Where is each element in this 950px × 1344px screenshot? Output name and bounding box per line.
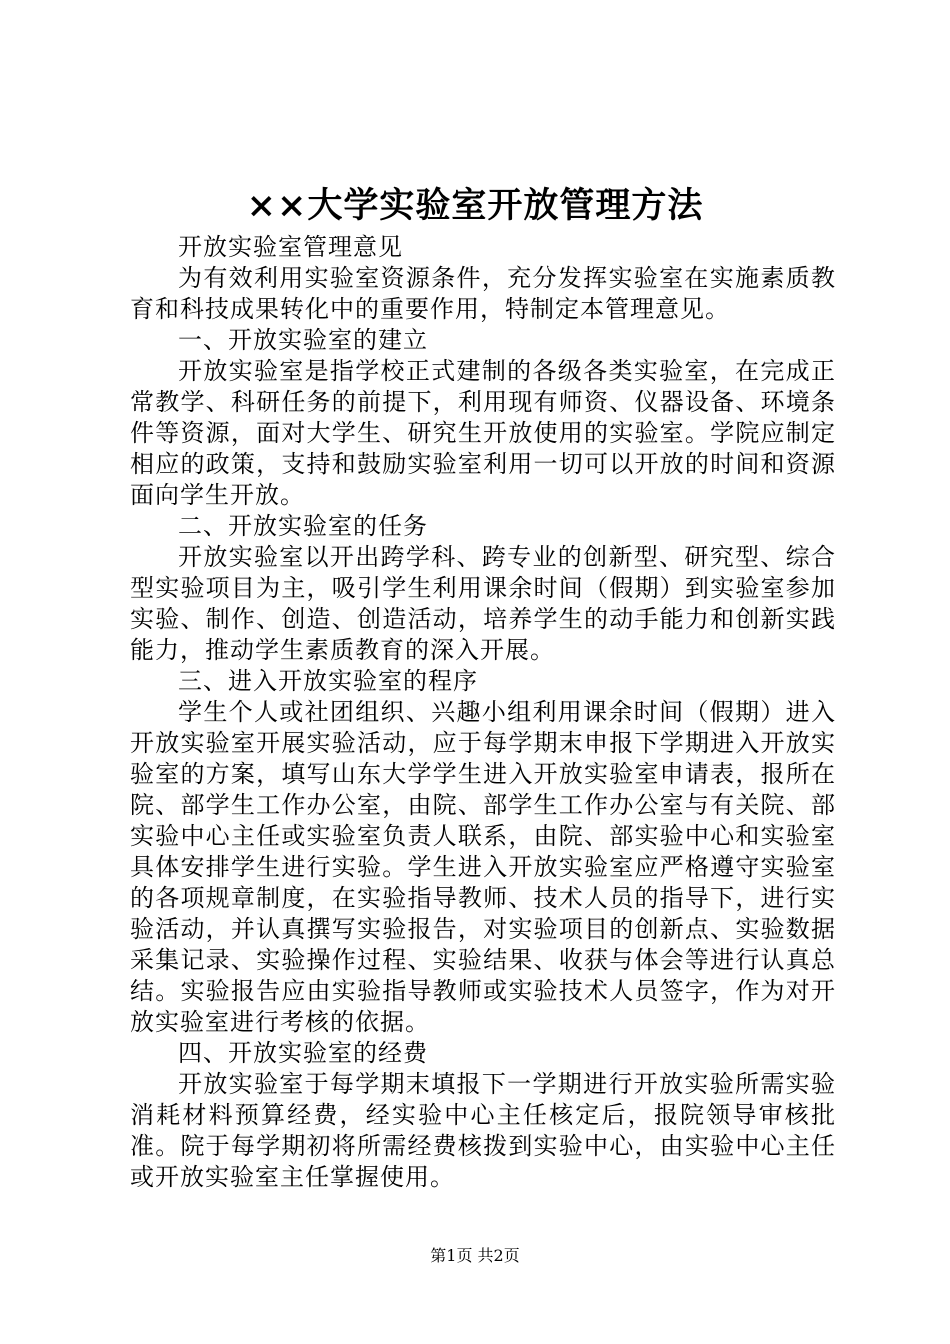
paragraph-heading-intro: 开放实验室管理意见 (178, 233, 403, 261)
document-title: ××大学实验室开放管理方法 (246, 185, 704, 226)
paragraph-purpose: 为有效利用实验室资源条件，充分发挥实验室在实施素质教育和科技成果转化中的重要作用，特制定本管理意见。 (130, 264, 836, 323)
paragraph-procedure: 学生个人或社团组织、兴趣小组利用课余时间（假期）进入开放实验室开展实验活动，应于每学期末申报下学期进入开放实验室的方案，填写山东大学学生进入开放实验室申请表，报所在院、部学生工作办公室，由院、部学生工作办公室与有关院、部实验中心主任或实验室负责人联系，由院、部实验中心和实验室具体安排学生进行实验。学生进入开放实验室应严格遵守实验室的各项规章制度，在实验指导教师、技术人员的指导下，进行实验活动，并认真撰写实验报告，对实验项目的创新点、实验数据采集记录、实验操作过程、实验结果、收获与体会等进行认真总结。实验报告应由实验指导教师或实验技术人员签字，作为对开放实验室进行考核的依据。 (130, 698, 836, 1036)
paragraph-establishment: 开放实验室是指学校正式建制的各级各类实验室，在完成正常教学、科研任务的前提下，利用现有师资、仪器设备、环境条件等资源，面对大学生、研究生开放使用的实验室。学院应制定相应的政策，支持和鼓励实验室利用一切可以开放的时间和资源面向学生开放。 (130, 357, 836, 509)
section-heading-procedure: 三、进入开放实验室的程序 (178, 667, 478, 695)
page-number-footer: 第1页 共2页 (430, 1246, 520, 1265)
paragraph-tasks: 开放实验室以开出跨学科、跨专业的创新型、研究型、综合型实验项目为主，吸引学生利用课余时间（假期）到实验室参加实验、制作、创造、创造活动，培养学生的动手能力和创新实践能力，推动学生素质教育的深入开展。 (130, 543, 836, 664)
paragraph-funding: 开放实验室于每学期末填报下一学期进行开放实验所需实验消耗材料预算经费，经实验中心主任核定后，报院领导审核批准。院于每学期初将所需经费核拨到实验中心，由实验中心主任或开放实验室主任掌握使用。 (130, 1070, 836, 1191)
document-body (130, 232, 836, 1193)
section-heading-funding: 四、开放实验室的经费 (178, 1039, 428, 1067)
section-heading-tasks: 二、开放实验室的任务 (178, 512, 428, 540)
section-heading-establishment: 一、开放实验室的建立 (178, 326, 428, 354)
